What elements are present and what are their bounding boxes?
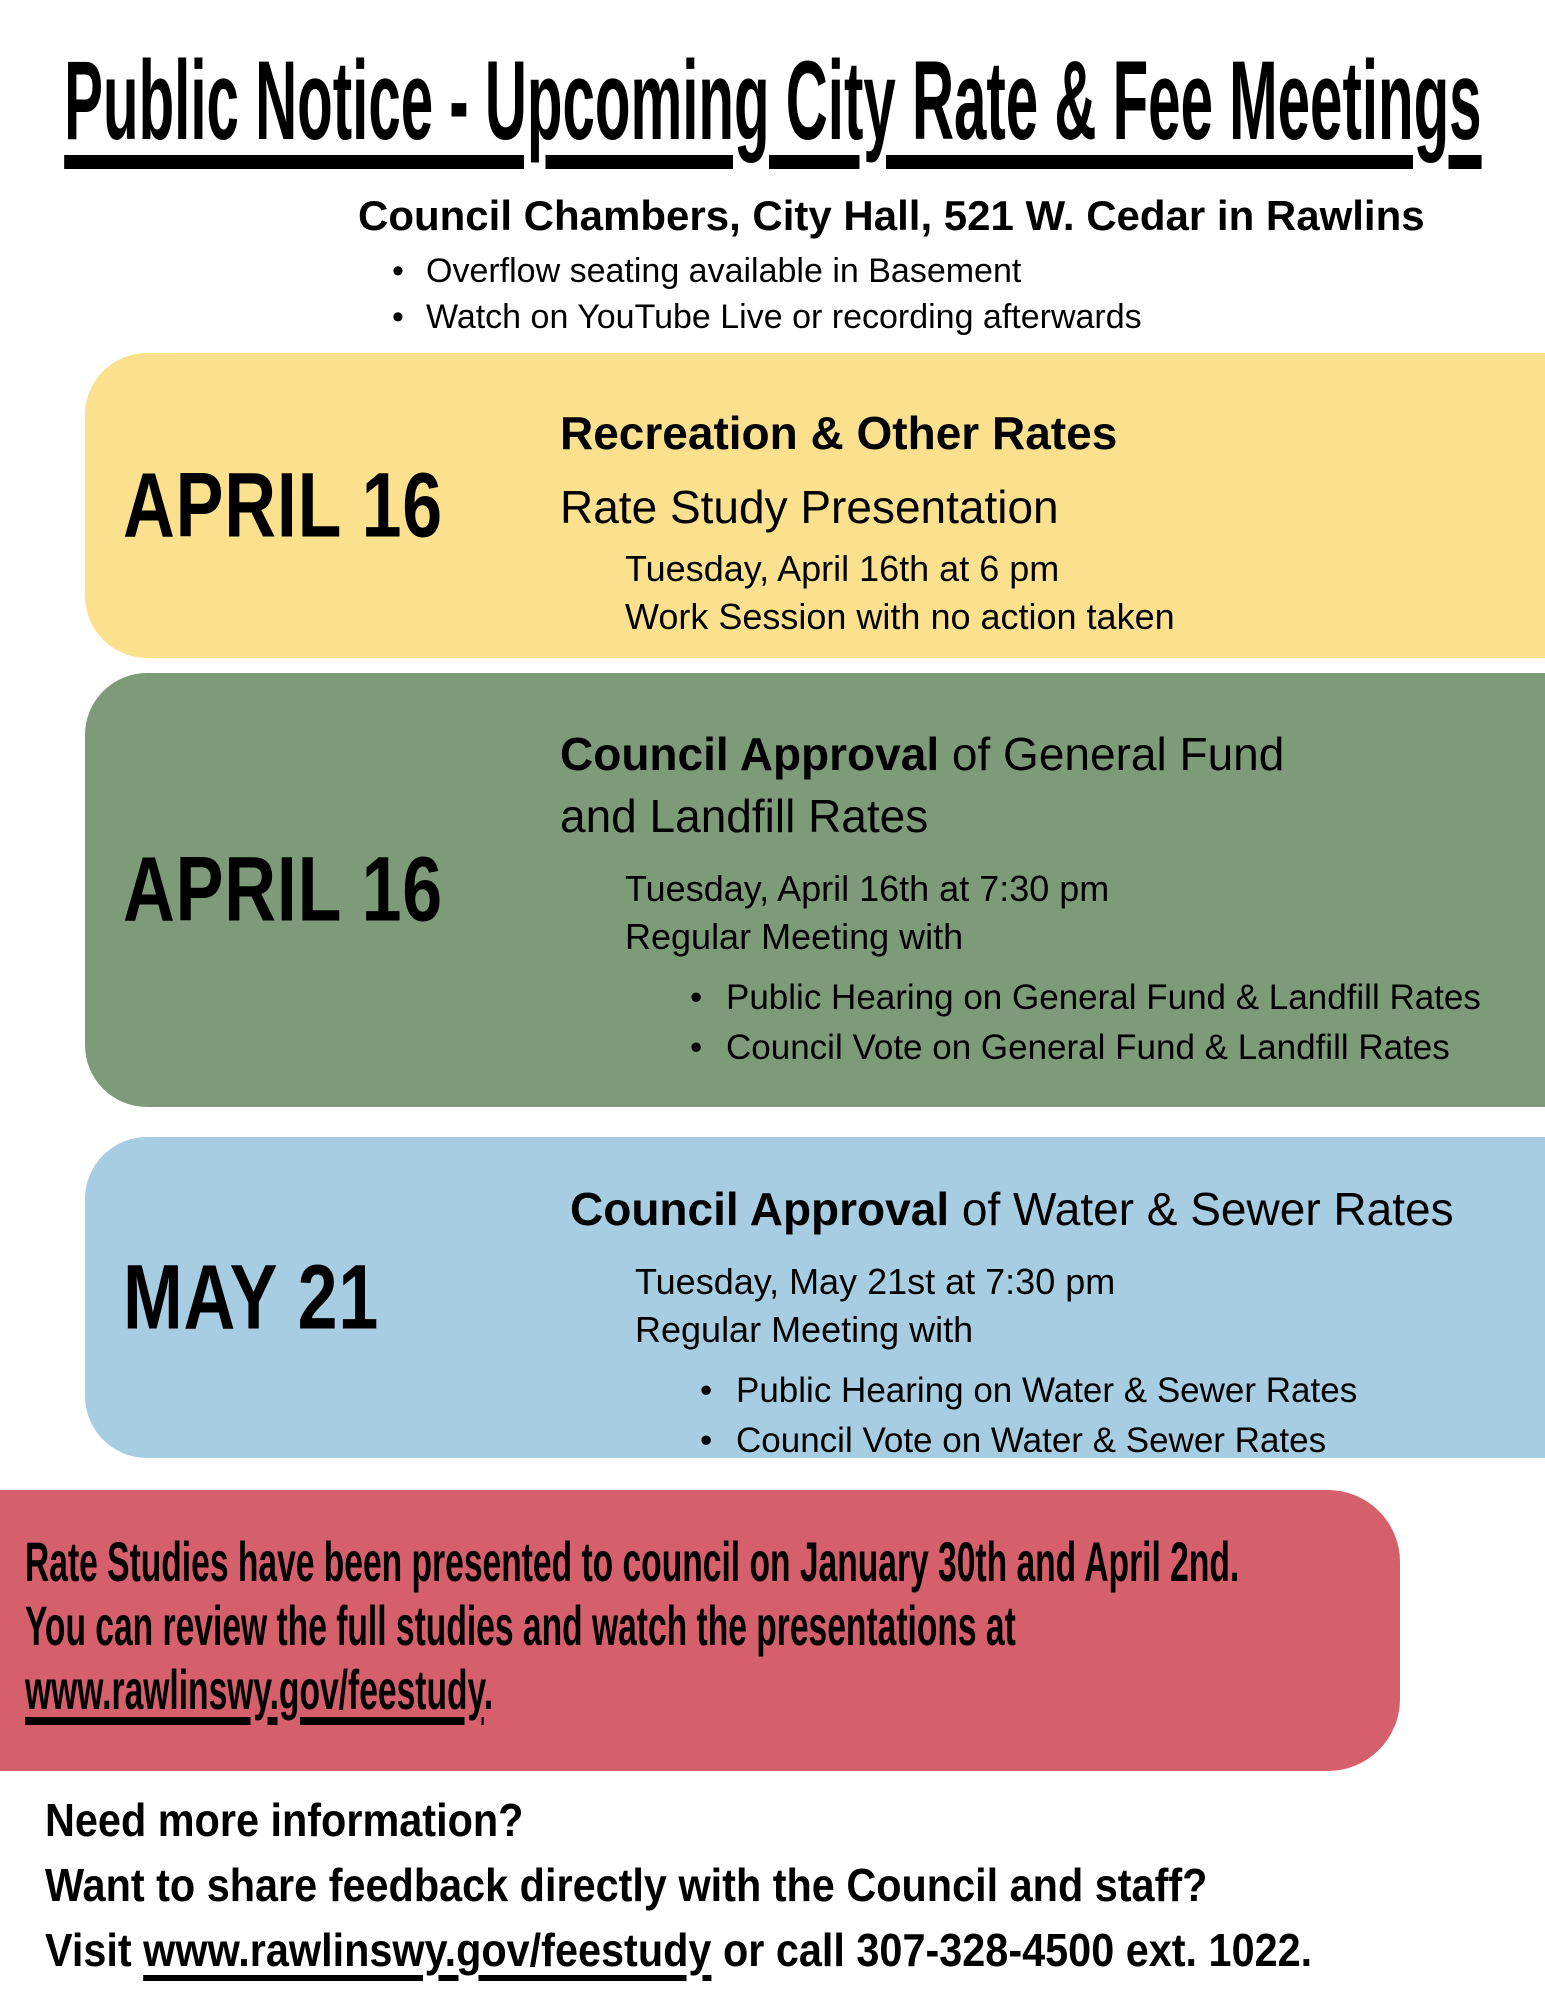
event-date: MAY 21 <box>123 1246 380 1348</box>
footer-line-suffix: or call 307-328-4500 ext. 1022. <box>711 1924 1313 1976</box>
page-header <box>0 36 1545 165</box>
event-heading: Council Approval of Water & Sewer Rates <box>570 1183 1454 1235</box>
rate-studies-notice-text <box>25 1530 1545 1722</box>
venue-line: Council Chambers, City Hall, 521 W. Cedar in Rawlins <box>358 192 1425 239</box>
feestudy-link[interactable]: www.rawlinswy.gov/feestudy <box>25 1658 484 1721</box>
notice-line: Rate Studies have been presented to council on January 30th and April 2nd. <box>25 1530 1240 1593</box>
event-subheading: Rate Study Presentation <box>560 481 1059 533</box>
event-details <box>625 545 1175 641</box>
event-detail-line: Regular Meeting with <box>635 1309 974 1350</box>
list-item <box>700 1416 1454 1466</box>
event-bullet-text: Public Hearing on Water & Sewer Rates <box>736 1371 1358 1410</box>
footer-line: Need more information? <box>45 1794 524 1846</box>
footer-line-prefix: Visit <box>45 1924 144 1976</box>
page-title: Public Notice - Upcoming City Rate & Fee Meetings <box>63 38 1482 163</box>
event-card-water-sewer <box>85 1137 1545 1458</box>
venue-bullet-list <box>392 248 1142 340</box>
event-card-general-fund-landfill <box>85 673 1545 1107</box>
event-detail-line: Tuesday, April 16th at 7:30 pm <box>625 868 1110 909</box>
event-detail-line: Tuesday, May 21st at 7:30 pm <box>635 1261 1116 1302</box>
event-detail-line: Tuesday, April 16th at 6 pm <box>625 548 1060 589</box>
event-content <box>560 723 1481 1073</box>
event-date: APRIL 16 <box>123 454 443 556</box>
feestudy-link[interactable]: www.rawlinswy.gov/feestudy <box>143 1924 712 1976</box>
bullet-icon: • <box>700 1371 713 1410</box>
notice-line-suffix: . <box>483 1658 494 1721</box>
list-item <box>690 1023 1481 1073</box>
event-heading: Council Approval of General Fund and Landfill Rates <box>560 728 1285 842</box>
event-detail-line: Regular Meeting with <box>625 916 964 957</box>
list-item <box>392 248 1142 294</box>
list-item <box>690 973 1481 1023</box>
footer-line <box>45 1918 1312 1983</box>
footer-line: Want to share feedback directly with the Council and staff? <box>45 1859 1208 1911</box>
event-bullet-list <box>690 973 1481 1073</box>
venue-bullet-text: Overflow seating available in Basement <box>426 252 1022 290</box>
rate-studies-notice <box>0 1490 1400 1771</box>
event-heading: Recreation & Other Rates <box>560 407 1118 459</box>
event-bullet-text: Council Vote on Water & Sewer Rates <box>736 1421 1327 1460</box>
event-details <box>635 1258 1454 1354</box>
list-item <box>700 1366 1454 1416</box>
event-card-recreation-rates <box>85 353 1545 658</box>
bullet-icon: • <box>392 252 404 290</box>
notice-line <box>25 1658 1239 1722</box>
list-item <box>392 294 1142 340</box>
bullet-icon: • <box>690 978 703 1017</box>
event-content <box>560 405 1175 641</box>
event-bullet-text: Public Hearing on General Fund & Landfill Rates <box>726 978 1481 1017</box>
event-bullet-text: Council Vote on General Fund & Landfill Rates <box>726 1028 1450 1067</box>
venue-bullet-text: Watch on YouTube Live or recording afterwards <box>426 298 1142 336</box>
event-content <box>570 1178 1454 1466</box>
event-date: APRIL 16 <box>123 838 443 941</box>
event-detail-line: Work Session with no action taken <box>625 596 1175 637</box>
event-details <box>625 865 1481 961</box>
bullet-icon: • <box>690 1028 703 1067</box>
event-bullet-list <box>700 1366 1454 1466</box>
bullet-icon: • <box>700 1421 713 1460</box>
footer-contact-info <box>45 1788 1453 1983</box>
notice-line: You can review the full studies and watch the presentations at <box>25 1594 1016 1657</box>
bullet-icon: • <box>392 298 404 336</box>
